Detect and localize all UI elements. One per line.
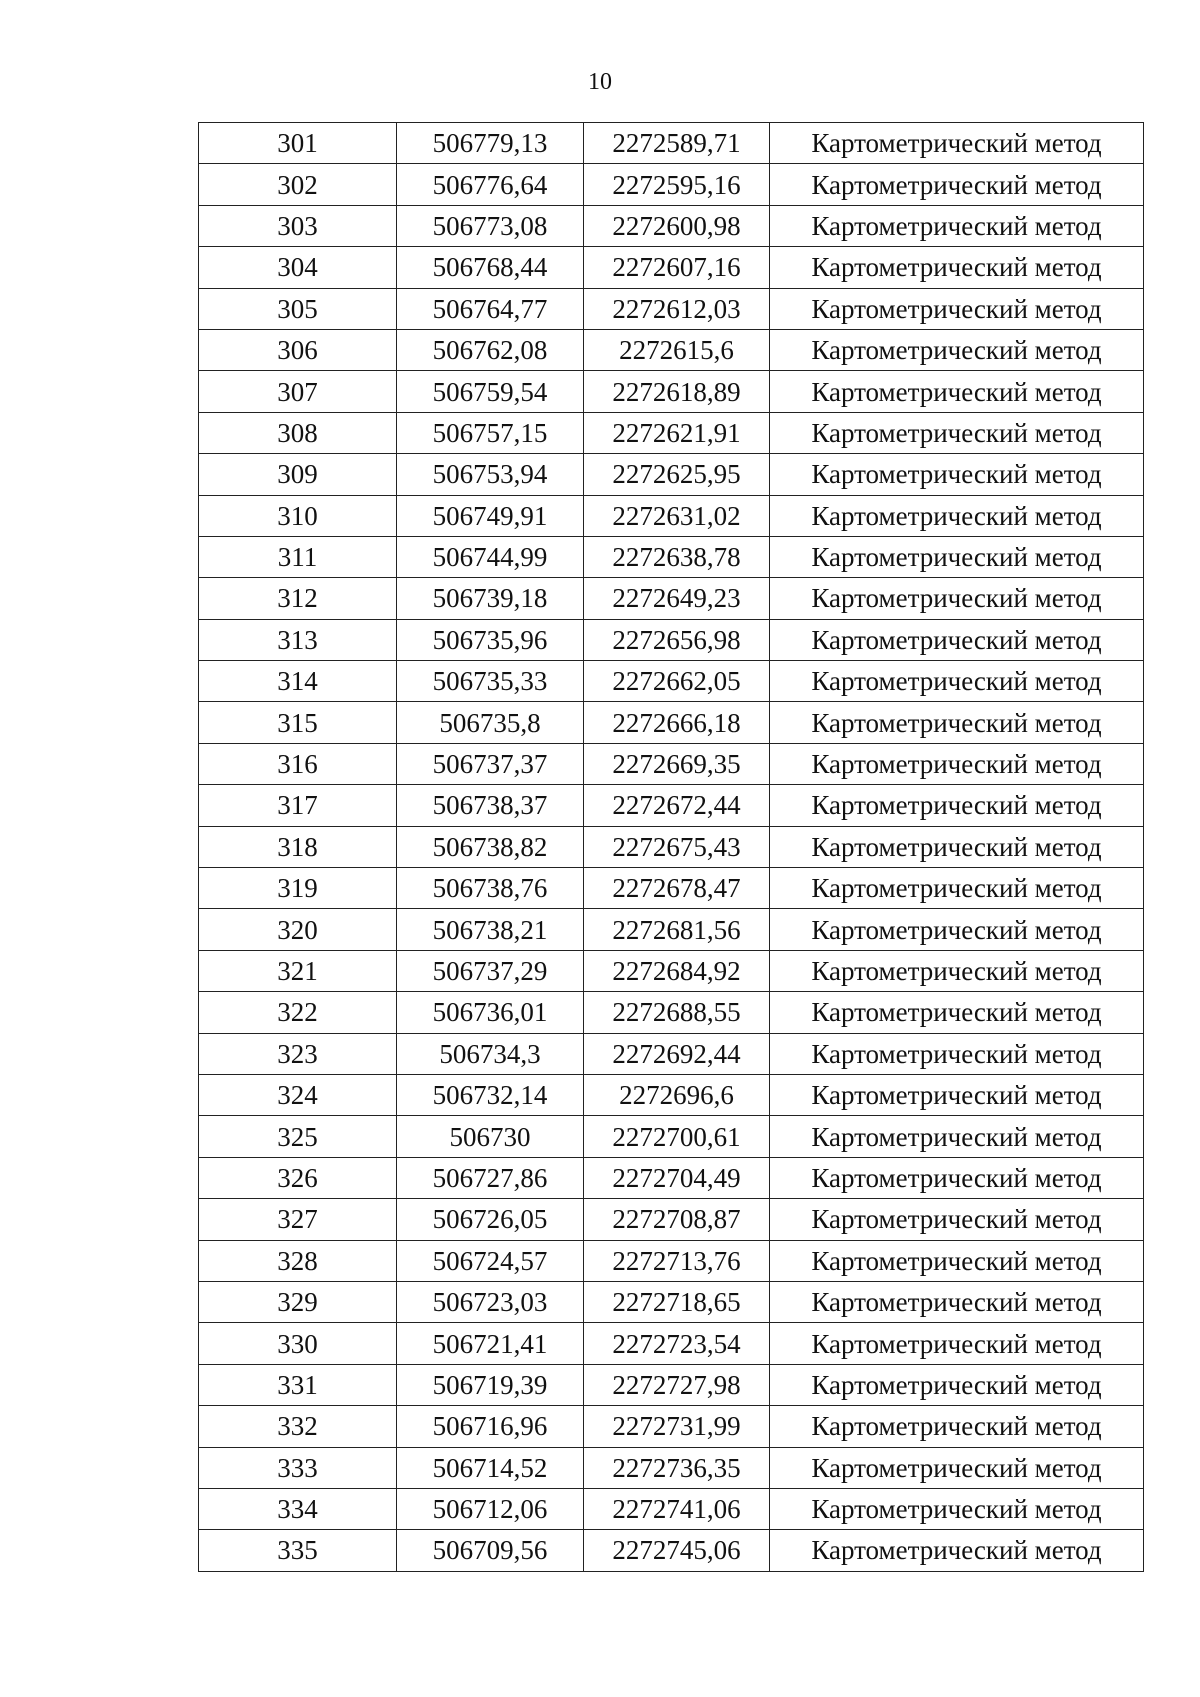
table-row	[199, 868, 1144, 909]
table-row	[199, 1323, 1144, 1364]
method-cell: Картометрический метод	[770, 661, 1144, 702]
x-coordinate-cell: 506738,21	[397, 909, 584, 950]
table-row	[199, 1447, 1144, 1488]
y-coordinate-cell: 2272675,43	[584, 826, 770, 867]
page-number: 10	[588, 69, 612, 95]
point-number-cell: 303	[199, 205, 397, 246]
table-row	[199, 1074, 1144, 1115]
x-coordinate-cell: 506739,18	[397, 578, 584, 619]
y-coordinate-cell: 2272700,61	[584, 1116, 770, 1157]
x-coordinate-cell: 506749,91	[397, 495, 584, 536]
x-coordinate-cell: 506714,52	[397, 1447, 584, 1488]
table-row	[199, 1364, 1144, 1405]
method-cell: Картометрический метод	[770, 495, 1144, 536]
point-number-cell: 323	[199, 1033, 397, 1074]
x-coordinate-cell: 506712,06	[397, 1488, 584, 1529]
x-coordinate-cell: 506724,57	[397, 1240, 584, 1281]
x-coordinate-cell: 506744,99	[397, 536, 584, 577]
x-coordinate-cell: 506716,96	[397, 1406, 584, 1447]
y-coordinate-cell: 2272621,91	[584, 412, 770, 453]
point-number-cell: 320	[199, 909, 397, 950]
y-coordinate-cell: 2272741,06	[584, 1488, 770, 1529]
table-row	[199, 1199, 1144, 1240]
point-number-cell: 318	[199, 826, 397, 867]
method-cell: Картометрический метод	[770, 288, 1144, 329]
x-coordinate-cell: 506759,54	[397, 371, 584, 412]
method-cell: Картометрический метод	[770, 868, 1144, 909]
x-coordinate-cell: 506730	[397, 1116, 584, 1157]
y-coordinate-cell: 2272669,35	[584, 743, 770, 784]
point-number-cell: 316	[199, 743, 397, 784]
point-number-cell: 321	[199, 950, 397, 991]
y-coordinate-cell: 2272745,06	[584, 1530, 770, 1571]
point-number-cell: 317	[199, 785, 397, 826]
point-number-cell: 304	[199, 247, 397, 288]
point-number-cell: 324	[199, 1074, 397, 1115]
x-coordinate-cell: 506732,14	[397, 1074, 584, 1115]
y-coordinate-cell: 2272688,55	[584, 992, 770, 1033]
point-number-cell: 312	[199, 578, 397, 619]
y-coordinate-cell: 2272731,99	[584, 1406, 770, 1447]
point-number-cell: 314	[199, 661, 397, 702]
table-row	[199, 1240, 1144, 1281]
x-coordinate-cell: 506721,41	[397, 1323, 584, 1364]
method-cell: Картометрический метод	[770, 1240, 1144, 1281]
method-cell: Картометрический метод	[770, 992, 1144, 1033]
method-cell: Картометрический метод	[770, 1074, 1144, 1115]
y-coordinate-cell: 2272625,95	[584, 454, 770, 495]
method-cell: Картометрический метод	[770, 412, 1144, 453]
table-row	[199, 1530, 1144, 1571]
x-coordinate-cell: 506738,82	[397, 826, 584, 867]
method-cell: Картометрический метод	[770, 909, 1144, 950]
y-coordinate-cell: 2272656,98	[584, 619, 770, 660]
x-coordinate-cell: 506762,08	[397, 329, 584, 370]
y-coordinate-cell: 2272666,18	[584, 702, 770, 743]
method-cell: Картометрический метод	[770, 454, 1144, 495]
point-number-cell: 305	[199, 288, 397, 329]
method-cell: Картометрический метод	[770, 329, 1144, 370]
point-number-cell: 310	[199, 495, 397, 536]
table-row	[199, 785, 1144, 826]
method-cell: Картометрический метод	[770, 826, 1144, 867]
y-coordinate-cell: 2272612,03	[584, 288, 770, 329]
method-cell: Картометрический метод	[770, 536, 1144, 577]
point-number-cell: 328	[199, 1240, 397, 1281]
table-row	[199, 123, 1144, 164]
x-coordinate-cell: 506735,33	[397, 661, 584, 702]
y-coordinate-cell: 2272638,78	[584, 536, 770, 577]
table-row	[199, 205, 1144, 246]
x-coordinate-cell: 506757,15	[397, 412, 584, 453]
x-coordinate-cell: 506736,01	[397, 992, 584, 1033]
table-row	[199, 578, 1144, 619]
x-coordinate-cell: 506737,29	[397, 950, 584, 991]
table-row	[199, 950, 1144, 991]
x-coordinate-cell: 506776,64	[397, 164, 584, 205]
table-row	[199, 454, 1144, 495]
point-number-cell: 326	[199, 1157, 397, 1198]
table-row	[199, 1281, 1144, 1322]
x-coordinate-cell: 506719,39	[397, 1364, 584, 1405]
method-cell: Картометрический метод	[770, 702, 1144, 743]
table-row	[199, 164, 1144, 205]
table-row	[199, 412, 1144, 453]
method-cell: Картометрический метод	[770, 743, 1144, 784]
y-coordinate-cell: 2272692,44	[584, 1033, 770, 1074]
table-row	[199, 495, 1144, 536]
method-cell: Картометрический метод	[770, 1364, 1144, 1405]
point-number-cell: 329	[199, 1281, 397, 1322]
point-number-cell: 327	[199, 1199, 397, 1240]
method-cell: Картометрический метод	[770, 619, 1144, 660]
x-coordinate-cell: 506753,94	[397, 454, 584, 495]
y-coordinate-cell: 2272696,6	[584, 1074, 770, 1115]
x-coordinate-cell: 506735,8	[397, 702, 584, 743]
table-row	[199, 909, 1144, 950]
point-number-cell: 319	[199, 868, 397, 909]
method-cell: Картометрический метод	[770, 1323, 1144, 1364]
table-row	[199, 702, 1144, 743]
table-row	[199, 536, 1144, 577]
x-coordinate-cell: 506738,76	[397, 868, 584, 909]
table-row	[199, 1116, 1144, 1157]
x-coordinate-cell: 506734,3	[397, 1033, 584, 1074]
table-row	[199, 329, 1144, 370]
point-number-cell: 308	[199, 412, 397, 453]
y-coordinate-cell: 2272713,76	[584, 1240, 770, 1281]
y-coordinate-cell: 2272672,44	[584, 785, 770, 826]
y-coordinate-cell: 2272600,98	[584, 205, 770, 246]
table-row	[199, 826, 1144, 867]
point-number-cell: 306	[199, 329, 397, 370]
point-number-cell: 311	[199, 536, 397, 577]
method-cell: Картометрический метод	[770, 164, 1144, 205]
point-number-cell: 315	[199, 702, 397, 743]
y-coordinate-cell: 2272595,16	[584, 164, 770, 205]
method-cell: Картометрический метод	[770, 371, 1144, 412]
method-cell: Картометрический метод	[770, 950, 1144, 991]
method-cell: Картометрический метод	[770, 785, 1144, 826]
point-number-cell: 331	[199, 1364, 397, 1405]
method-cell: Картометрический метод	[770, 123, 1144, 164]
table-row	[199, 288, 1144, 329]
table-row	[199, 1157, 1144, 1198]
y-coordinate-cell: 2272662,05	[584, 661, 770, 702]
point-number-cell: 335	[199, 1530, 397, 1571]
point-number-cell: 332	[199, 1406, 397, 1447]
y-coordinate-cell: 2272708,87	[584, 1199, 770, 1240]
y-coordinate-cell: 2272649,23	[584, 578, 770, 619]
x-coordinate-cell: 506773,08	[397, 205, 584, 246]
method-cell: Картометрический метод	[770, 1116, 1144, 1157]
y-coordinate-cell: 2272615,6	[584, 329, 770, 370]
point-number-cell: 334	[199, 1488, 397, 1529]
method-cell: Картометрический метод	[770, 1447, 1144, 1488]
point-number-cell: 330	[199, 1323, 397, 1364]
y-coordinate-cell: 2272618,89	[584, 371, 770, 412]
y-coordinate-cell: 2272678,47	[584, 868, 770, 909]
method-cell: Картометрический метод	[770, 1530, 1144, 1571]
y-coordinate-cell: 2272684,92	[584, 950, 770, 991]
y-coordinate-cell: 2272681,56	[584, 909, 770, 950]
method-cell: Картометрический метод	[770, 1281, 1144, 1322]
y-coordinate-cell: 2272723,54	[584, 1323, 770, 1364]
table-row	[199, 661, 1144, 702]
point-number-cell: 325	[199, 1116, 397, 1157]
x-coordinate-cell: 506768,44	[397, 247, 584, 288]
y-coordinate-cell: 2272589,71	[584, 123, 770, 164]
method-cell: Картометрический метод	[770, 1157, 1144, 1198]
y-coordinate-cell: 2272607,16	[584, 247, 770, 288]
coordinates-table-body	[199, 123, 1144, 1572]
x-coordinate-cell: 506727,86	[397, 1157, 584, 1198]
table-row	[199, 992, 1144, 1033]
x-coordinate-cell: 506738,37	[397, 785, 584, 826]
y-coordinate-cell: 2272727,98	[584, 1364, 770, 1405]
x-coordinate-cell: 506726,05	[397, 1199, 584, 1240]
y-coordinate-cell: 2272718,65	[584, 1281, 770, 1322]
table-row	[199, 1033, 1144, 1074]
y-coordinate-cell: 2272736,35	[584, 1447, 770, 1488]
table-row	[199, 1406, 1144, 1447]
point-number-cell: 307	[199, 371, 397, 412]
table-row	[199, 247, 1144, 288]
x-coordinate-cell: 506709,56	[397, 1530, 584, 1571]
x-coordinate-cell: 506723,03	[397, 1281, 584, 1322]
point-number-cell: 301	[199, 123, 397, 164]
table-row	[199, 619, 1144, 660]
method-cell: Картометрический метод	[770, 247, 1144, 288]
coordinates-table	[198, 122, 1144, 1572]
y-coordinate-cell: 2272631,02	[584, 495, 770, 536]
x-coordinate-cell: 506764,77	[397, 288, 584, 329]
table-row	[199, 371, 1144, 412]
point-number-cell: 309	[199, 454, 397, 495]
point-number-cell: 322	[199, 992, 397, 1033]
x-coordinate-cell: 506735,96	[397, 619, 584, 660]
x-coordinate-cell: 506779,13	[397, 123, 584, 164]
table-row	[199, 743, 1144, 784]
table-row	[199, 1488, 1144, 1529]
point-number-cell: 333	[199, 1447, 397, 1488]
method-cell: Картометрический метод	[770, 1199, 1144, 1240]
point-number-cell: 313	[199, 619, 397, 660]
method-cell: Картометрический метод	[770, 578, 1144, 619]
y-coordinate-cell: 2272704,49	[584, 1157, 770, 1198]
method-cell: Картометрический метод	[770, 1033, 1144, 1074]
method-cell: Картометрический метод	[770, 1488, 1144, 1529]
x-coordinate-cell: 506737,37	[397, 743, 584, 784]
method-cell: Картометрический метод	[770, 205, 1144, 246]
method-cell: Картометрический метод	[770, 1406, 1144, 1447]
point-number-cell: 302	[199, 164, 397, 205]
